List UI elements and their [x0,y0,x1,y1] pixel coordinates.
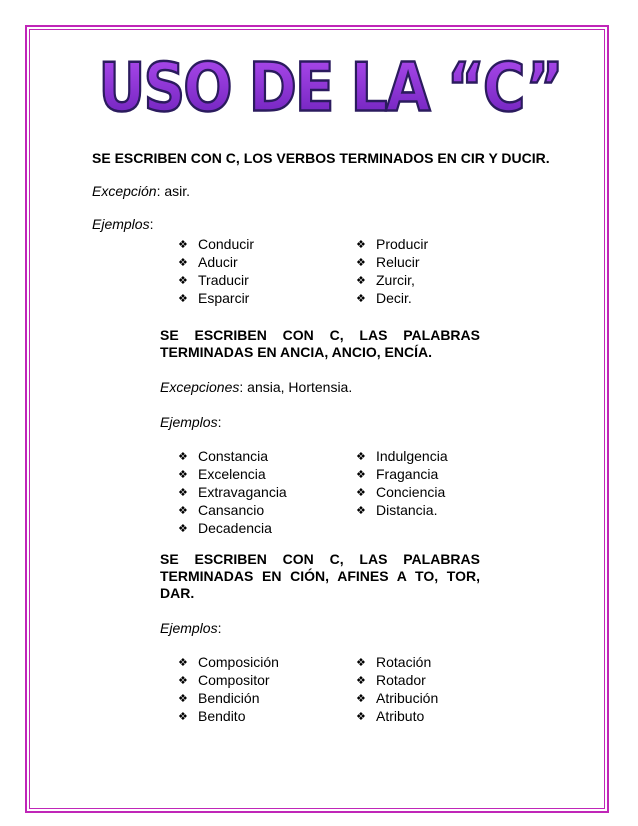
list-item [178,235,356,253]
diamond-bullet-icon: ❖ [356,709,366,723]
examples-colon: : [149,216,154,232]
list-item-text: Distancia. [376,501,438,518]
list-item [356,483,536,501]
list-item-text: Excelencia [198,465,266,482]
section2-col1 [178,447,356,537]
list-item-text: Relucir [376,253,420,270]
list-item [178,483,356,501]
list-item-text: Composición [198,653,279,670]
list-item [356,465,536,483]
section1-col1 [178,235,356,307]
list-item [356,653,536,671]
section1-heading: SE ESCRIBEN CON C, LOS VERBOS TERMINADOS EN CIR Y DUCIR. [92,150,550,166]
list-item [356,235,536,253]
list-item [356,289,536,307]
section3 [160,551,480,725]
list-item [178,707,356,725]
list-item [178,271,356,289]
list-item-text: Bendito [198,707,246,724]
list-item-text: Rotación [376,653,432,670]
list-item [178,289,356,307]
diamond-bullet-icon: ❖ [356,255,366,269]
list-item [356,707,536,725]
diamond-bullet-icon: ❖ [178,655,188,669]
exception-value: : asir. [156,183,191,199]
section3-examples [178,653,480,725]
diamond-bullet-icon: ❖ [356,273,366,287]
list-item-text: Indulgencia [376,447,448,464]
section2-exception [160,379,480,396]
list-item-text: Conciencia [376,483,446,500]
list-item [178,671,356,689]
list-item-text: Cansancio [198,501,265,518]
list-item-text: Decir. [376,289,412,306]
diamond-bullet-icon: ❖ [356,237,366,251]
diamond-bullet-icon: ❖ [356,291,366,305]
diamond-bullet-icon: ❖ [178,255,188,269]
list-item-text: Aducir [198,253,238,270]
document-body [92,150,552,725]
exception-label: Excepción [92,183,157,199]
section3-col1 [178,653,356,725]
examples-label: Ejemplos [92,216,150,232]
section1-examples [178,235,552,307]
list-item [356,671,536,689]
list-item [178,465,356,483]
section2-heading: SE ESCRIBEN CON C, LAS PALABRAS TERMINADAS EN ANCIA, ANCIO, ENCÍA. [160,327,480,360]
diamond-bullet-icon: ❖ [178,709,188,723]
section1-col2 [356,235,536,307]
diamond-bullet-icon: ❖ [178,521,188,535]
diamond-bullet-icon: ❖ [356,673,366,687]
list-item-text: Rotador [376,671,426,688]
diamond-bullet-icon: ❖ [356,503,366,517]
list-item-text: Constancia [198,447,269,464]
title-text: USO DE LA “C” [98,48,562,127]
section2-col2 [356,447,536,537]
list-item [356,689,536,707]
page-title [98,44,562,130]
examples-label: Ejemplos [160,414,218,430]
list-item [356,253,536,271]
diamond-bullet-icon: ❖ [356,449,366,463]
list-item [356,271,536,289]
diamond-bullet-icon: ❖ [178,673,188,687]
list-item-text: Compositor [198,671,270,688]
diamond-bullet-icon: ❖ [178,237,188,251]
list-item [178,501,356,519]
section3-heading: SE ESCRIBEN CON C, LAS PALABRAS TERMINADAS EN CIÓN, AFINES A TO, TOR, DAR. [160,551,480,601]
examples-colon: : [217,620,222,636]
list-item [356,447,536,465]
exception-label: Excepciones [160,379,240,395]
diamond-bullet-icon: ❖ [356,691,366,705]
section3-col2 [356,653,536,725]
diamond-bullet-icon: ❖ [356,485,366,499]
diamond-bullet-icon: ❖ [178,467,188,481]
list-item-text: Fragancia [376,465,439,482]
list-item-text: Bendición [198,689,260,706]
list-item [356,501,536,519]
section1-examples-label [92,216,552,233]
diamond-bullet-icon: ❖ [178,449,188,463]
section3-examples-label [160,620,480,637]
list-item [178,689,356,707]
list-item [178,253,356,271]
section2 [160,327,480,537]
section2-examples-label [160,414,480,431]
diamond-bullet-icon: ❖ [178,485,188,499]
list-item-text: Atributo [376,707,425,724]
diamond-bullet-icon: ❖ [178,273,188,287]
list-item [178,653,356,671]
section2-examples [178,447,480,537]
examples-colon: : [217,414,222,430]
list-item [178,519,356,537]
list-item-text: Producir [376,235,429,252]
title-wordart [98,44,562,130]
section1-exception [92,183,552,200]
exception-value: : ansia, Hortensia. [239,379,353,395]
list-item-text: Atribución [376,689,439,706]
list-item [178,447,356,465]
diamond-bullet-icon: ❖ [356,467,366,481]
list-item-text: Decadencia [198,519,272,536]
diamond-bullet-icon: ❖ [356,655,366,669]
list-item-text: Traducir [198,271,249,288]
diamond-bullet-icon: ❖ [178,691,188,705]
diamond-bullet-icon: ❖ [178,503,188,517]
list-item-text: Esparcir [198,289,250,306]
examples-label: Ejemplos [160,620,218,636]
diamond-bullet-icon: ❖ [178,291,188,305]
list-item-text: Extravagancia [198,483,287,500]
list-item-text: Zurcir, [376,271,415,288]
list-item-text: Conducir [198,235,255,252]
